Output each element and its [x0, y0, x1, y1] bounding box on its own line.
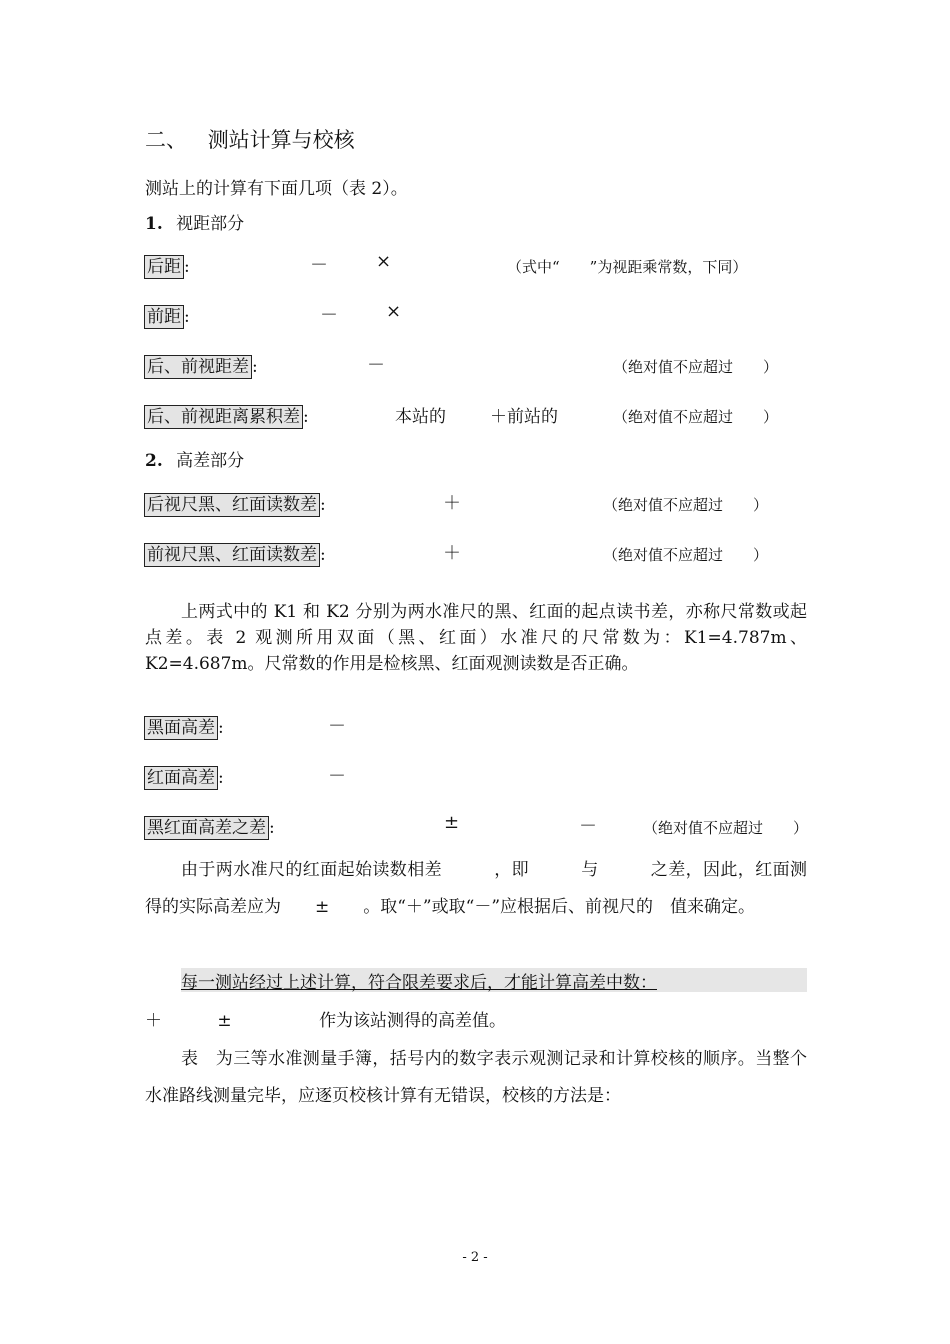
paragraph-red-face [145, 852, 807, 926]
section-number: 二、 [145, 128, 187, 152]
part2-heading [145, 446, 244, 471]
paragraph-check-method [145, 1041, 807, 1115]
row-label: 后距 [144, 255, 184, 279]
row-label: 后、前视距离累积差 [144, 405, 303, 429]
row-black-red-diff: 黑红面高差之差 : [144, 813, 275, 838]
operator: － [328, 766, 346, 787]
paragraph-staff-constant [145, 599, 807, 677]
operator-text: ＋前站的 [490, 407, 558, 427]
part1-number: 1. [145, 214, 163, 234]
row-note: （绝对值不应超过 ） [643, 819, 809, 837]
row-note: （式中“ ”为视距乘常数，下同） [507, 258, 748, 276]
part2-number: 2. [145, 451, 163, 471]
operator: － [320, 305, 338, 326]
operator: ± [217, 1011, 232, 1031]
row-front-staff-diff: 前视尺黑、红面读数差 : [144, 540, 326, 565]
row-back-staff-diff: 后视尺黑、红面读数差 : [144, 490, 326, 515]
intro-text: 测站上的计算有下面几项（表 2）。 [145, 179, 408, 199]
operator: － [328, 716, 346, 737]
row-back-distance: 后距 : [144, 252, 190, 277]
operator: ＋ [443, 493, 461, 514]
part2-title: 高差部分 [176, 451, 245, 471]
paragraph-text: 每一测站经过上述计算，符合限差要求后，才能计算高差中数： [181, 973, 657, 993]
operator: ± [444, 812, 460, 833]
row-note: （绝对值不应超过 ） [613, 408, 779, 426]
row-label: 前视尺黑、红面读数差 [144, 543, 320, 567]
row-label: 红面高差 [144, 766, 218, 790]
row-label: 后视尺黑、红面读数差 [144, 493, 320, 517]
operator: × [386, 301, 402, 322]
paragraph-text: 上两式中的 K1 和 K2 分别为两水准尺的黑、红面的起点读书差，亦称尺常数或起点差。表 2 观测所用双面（黑、红面）水准尺的尺常数为：K1=4.787m、K2=4.687m。尺常数的作用是检核黑、红面观测读数是否正确。 [145, 602, 807, 674]
operator: － [579, 816, 597, 837]
page-number: - 2 - [462, 1250, 488, 1265]
operator-text: 本站的 [395, 407, 446, 427]
paragraph-text: 由于两水准尺的红面起始读数相差 ，即 与 之差，因此，红面测得的实际高差应为 ± 。取“＋”或取“－”应根据后、前视尺的 值来确定。 [145, 860, 807, 917]
row-front-distance: 前距 : [144, 302, 190, 327]
row-distance-diff: 后、前视距差 : [144, 352, 258, 377]
row-note: （绝对值不应超过 ） [603, 496, 769, 514]
row-label: 黑面高差 [144, 716, 218, 740]
row-cumulative-diff: 后、前视距离累积差 : [144, 402, 309, 427]
operator: × [376, 251, 392, 272]
row-note: （绝对值不应超过 ） [613, 358, 779, 376]
section-title: 测站计算与校核 [207, 128, 355, 152]
section-heading [145, 124, 355, 154]
operator: ＋ [443, 543, 461, 564]
paragraph-text: 表 为三等水准测量手簿，括号内的数字表示观测记录和计算校核的顺序。当整个水准路线测量完毕，应逐页校核计算有无错误，校核的方法是： [145, 1049, 807, 1106]
highlight-band [181, 968, 807, 992]
row-label: 后、前视距差 [144, 355, 252, 379]
part1-heading [145, 209, 244, 234]
operator: － [367, 355, 385, 376]
row-red-height-diff: 红面高差 : [144, 763, 224, 788]
formula-tail: 作为该站测得的高差值。 [319, 1011, 507, 1031]
operator: ＋ [145, 1011, 162, 1031]
operator: － [310, 255, 328, 276]
row-label: 前距 [144, 305, 184, 329]
row-note: （绝对值不应超过 ） [603, 546, 769, 564]
part1-title: 视距部分 [176, 214, 245, 234]
row-label: 黑红面高差之差 [144, 816, 269, 840]
row-black-height-diff: 黑面高差 : [144, 713, 224, 738]
formula-line [145, 1006, 506, 1031]
